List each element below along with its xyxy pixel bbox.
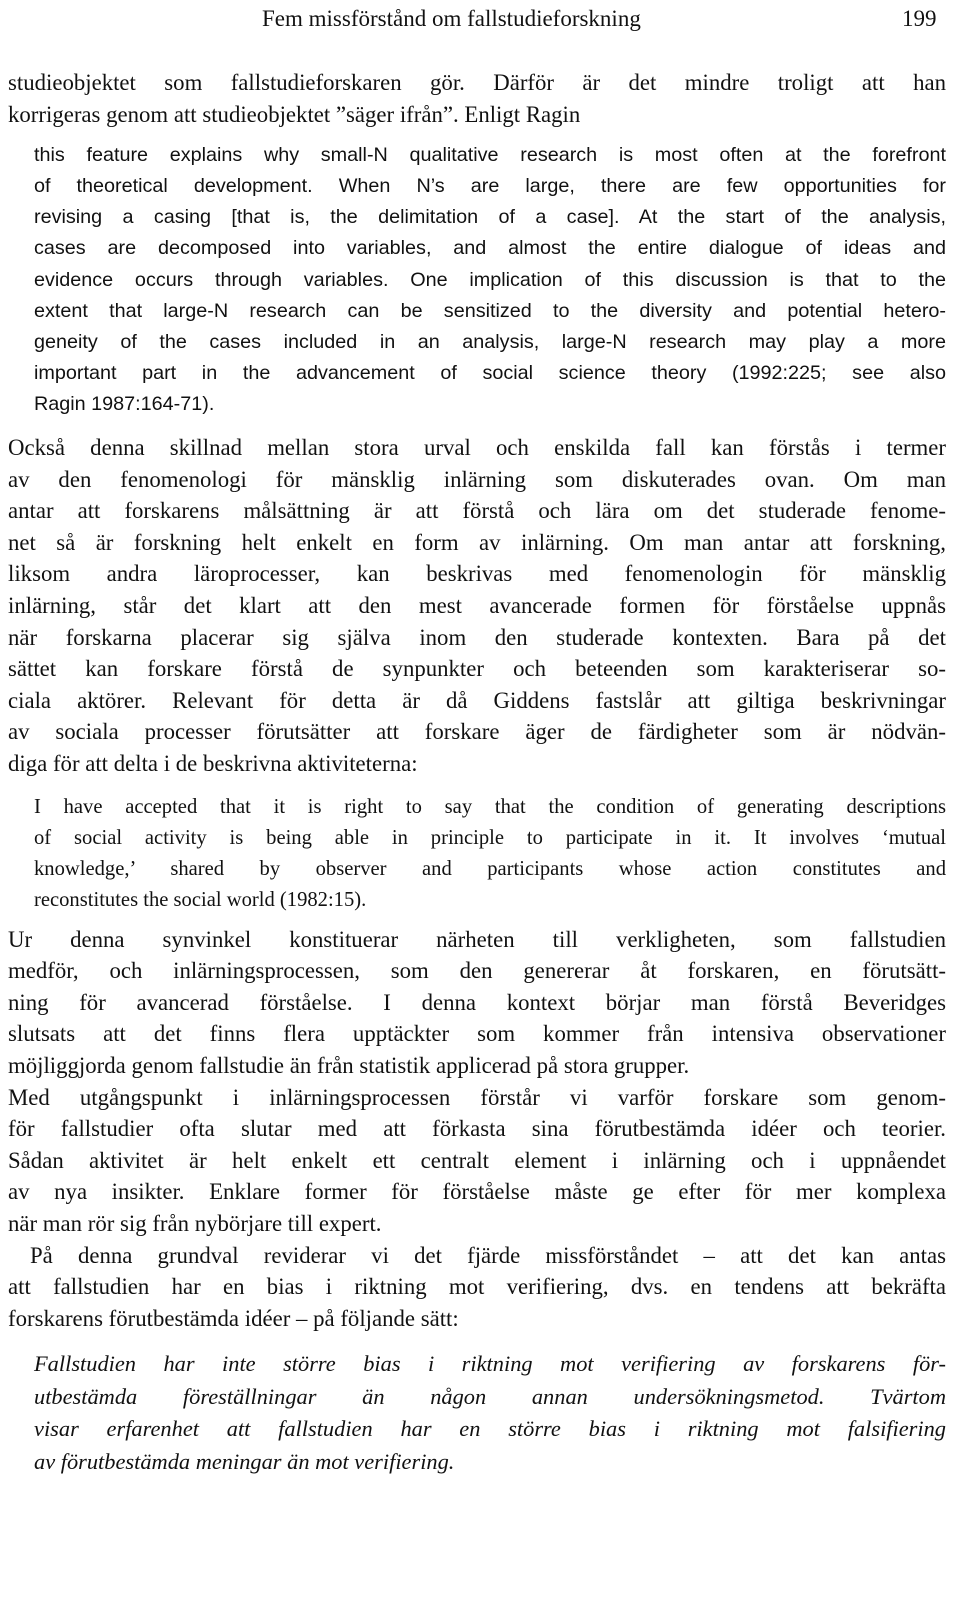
quote-line: of theoretical development. When N’s are large, there are few opportunities for xyxy=(34,175,946,198)
text-line: Med utgångspunkt i inlärningsprocessen förstår vi varför forskare som genom- xyxy=(8,1084,946,1110)
paragraph-proximity xyxy=(8,924,946,1240)
running-title: Fem missförstånd om fallstudieforskning xyxy=(262,6,641,31)
text-line: antar att forskarens målsättning är att förstå och lära om det studerade fenome- xyxy=(8,498,946,524)
paragraph-fourth-misunderstanding xyxy=(8,1240,946,1335)
text-line: ciala aktörer. Relevant för detta är då Giddens fastslår att giltiga beskrivningar xyxy=(8,687,946,713)
text-line: studieobjektet som fallstudieforskaren gör. Därför är det mindre troligt att han xyxy=(8,70,946,95)
quote-line: cases are decomposed into variables, and almost the entire dialogue of ideas and xyxy=(34,237,946,260)
text-line: av nya insikter. Enklare former för förståelse måste ge efter för mer komplexa xyxy=(8,1179,946,1205)
text-line: slutsats att det finns flera upptäckter som kommer från intensiva observationer xyxy=(8,1021,946,1047)
quote-line: Fallstudien har inte större bias i riktning mot verifiering av forskarens för- xyxy=(34,1351,946,1377)
page-body xyxy=(8,67,946,1478)
text-line: möjliggjorda genom fallstudie än från statistik applicerad på stora grupper. xyxy=(8,1052,690,1078)
quote-line: of social activity is being able in principle to participate in it. It involves ‘mutual xyxy=(34,826,946,849)
quote-line: revising a casing [that is, the delimitation of a case]. At the start of the analysis, xyxy=(34,206,946,229)
quote-line: this feature explains why small-N qualitative research is most often at the forefront xyxy=(34,144,946,167)
running-head xyxy=(0,6,960,36)
quote-line: utbestämda föreställningar än någon annan undersökningsmetod. Tvärtom xyxy=(34,1383,946,1409)
text-line: diga för att delta i de beskrivna aktiviteterna: xyxy=(8,750,418,776)
quote-line: evidence occurs through variables. One implication of this discussion is that to the xyxy=(34,268,946,291)
text-line: korrigeras genom att studieobjektet ”säger ifrån”. Enligt Ragin xyxy=(8,101,581,127)
paragraph-ragin-intro xyxy=(8,67,946,130)
text-line: Också denna skillnad mellan stora urval och enskilda fall kan förstås i termer xyxy=(8,435,946,461)
page-number: 199 xyxy=(902,6,937,31)
quote-line: knowledge,’ shared by observer and participants whose action constitutes and xyxy=(34,857,946,880)
quote-line: I have accepted that it is right to say that the condition of generating descriptions xyxy=(34,795,946,818)
text-line: av den fenomenologi för mänsklig inlärning som diskuterades ovan. Om man xyxy=(8,466,946,492)
text-line: för fallstudier ofta slutar med att förkasta sina förutbestämda idéer och teorier. xyxy=(8,1116,946,1142)
text-line: att fallstudien har en bias i riktning mot verifiering, dvs. en tendens att bekräfta xyxy=(8,1274,946,1300)
text-line: liksom andra läroprocesser, kan beskrivas med fenomenologin för mänsklig xyxy=(8,561,946,587)
text-line: net så är forskning helt enkelt en form av inlärning. Om man antar att forskning, xyxy=(8,529,946,555)
text-line: inlärning, står det klart att den mest avancerade formen för förståelse uppnås xyxy=(8,593,946,618)
text-line: Sådan aktivitet är helt enkelt ett centralt element i inlärning och i uppnåendet xyxy=(8,1147,946,1173)
quote-line: geneity of the cases included in an analysis, large-N research may play a more xyxy=(34,330,946,353)
text-line: sättet kan forskare förstå de synpunkter och beteenden som karakteriserar so- xyxy=(8,656,946,682)
paragraph-phenomenology xyxy=(8,432,946,780)
quote-line: extent that large-N research can be sensitized to the diversity and potential hetero- xyxy=(34,299,946,322)
block-quote-ragin xyxy=(8,140,946,420)
text-line: forskarens förutbestämda idéer – på följande sätt: xyxy=(8,1305,459,1331)
text-line: när man rör sig från nybörjare till expert. xyxy=(8,1210,382,1236)
block-quote-giddens xyxy=(8,792,946,916)
revised-proposition xyxy=(8,1348,946,1478)
text-line: medför, och inlärningsprocessen, som den genererar åt forskaren, en förutsätt- xyxy=(8,958,946,984)
text-line: ning för avancerad förståelse. I denna kontext börjar man förstå Beveridges xyxy=(8,989,946,1015)
quote-line: visar erfarenhet att fallstudien har en större bias i riktning mot falsifiering xyxy=(34,1416,946,1442)
text-line: av sociala processer förutsätter att forskare äger de färdigheter som är nödvän- xyxy=(8,719,946,745)
quote-line: important part in the advancement of social science theory (1992:225; see also xyxy=(34,361,946,384)
quote-line: reconstitutes the social world (1982:15). xyxy=(34,888,367,911)
quote-line: Ragin 1987:164-71). xyxy=(34,392,215,415)
quote-line: av förutbestämda meningar än mot verifiering. xyxy=(34,1448,455,1474)
text-line: Ur denna synvinkel konstituerar närheten till verkligheten, som fallstudien xyxy=(8,926,946,952)
text-line: På denna grundval reviderar vi det fjärde missförståndet – att det kan antas xyxy=(30,1242,946,1268)
text-line: när forskarna placerar sig själva inom den studerade kontexten. Bara på det xyxy=(8,624,946,650)
